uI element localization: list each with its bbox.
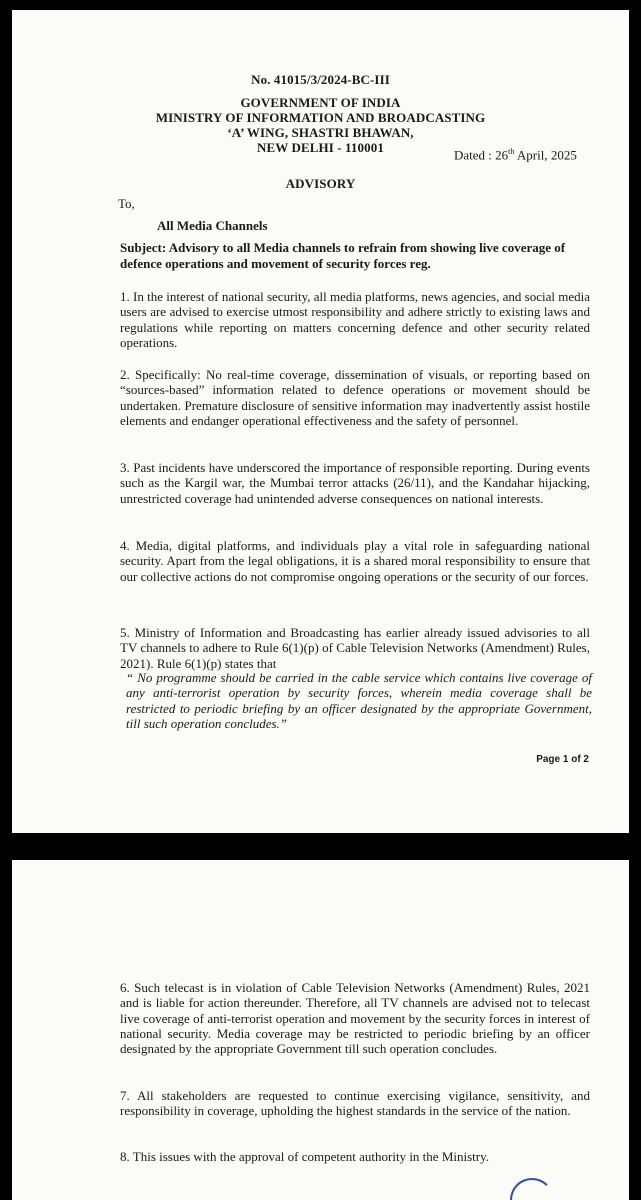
ministry-heading: MINISTRY OF INFORMATION AND BROADCASTING xyxy=(155,110,486,125)
paragraph-4: 4. Media, digital platforms, and individuals play a vital role in safeguarding national security. Apart from the legal obligations, it is a shared moral responsibility to ensure that our collective actions do not compromise ongoing operations or the security of our forces. xyxy=(120,538,590,584)
paragraph-3: 3. Past incidents have underscored the importance of responsible reporting. During events such as the Kargil war, the Mumbai terror attacks (26/11), and the Kandahar hijacking, unrestricted coverage had unintended adverse consequences on national interests. xyxy=(120,460,590,506)
government-heading: GOVERNMENT OF INDIA xyxy=(240,95,401,110)
advisory-title: ADVISORY xyxy=(285,176,356,191)
paragraph-5: 5. Ministry of Information and Broadcasting has earlier already issued advisories to all TV channels to adhere to Rule 6(1)(p) of Cable Television Networks (Amendment) Rules, 2021). Rule 6(1)(p) states that xyxy=(120,625,590,671)
paragraph-8: 8. This issues with the approval of competent authority in the Ministry. xyxy=(120,1149,490,1164)
page-number: Page 1 of 2 xyxy=(536,754,589,765)
date-superscript: th xyxy=(508,147,515,156)
paragraph-7: 7. All stakeholders are requested to continue exercising vigilance, sensitivity, and responsibility in coverage, upholding the highest standards in the service of the nation. xyxy=(120,1088,590,1119)
subject-line: Subject: Advisory to all Media channels to refrain from showing live coverage of defence operations and movement of security forces reg. xyxy=(120,240,566,271)
recipient: All Media Channels xyxy=(157,218,268,233)
paragraph-1: 1. In the interest of national security, all media platforms, news agencies, and social media users are advised to exercise utmost responsibility and adhere strictly to existing laws and regulations while reporting on matters concerning defence and other security related operations. xyxy=(120,289,590,350)
to-line: To, xyxy=(118,196,135,211)
document-page-2 xyxy=(12,860,629,1200)
address-city: NEW DELHI - 110001 xyxy=(257,140,384,155)
document-page-1 xyxy=(12,10,629,833)
date-line xyxy=(454,147,577,163)
official-stamp-edge xyxy=(510,1178,554,1200)
rule-quote: “ No programme should be carried in the cable service which contains live coverage of any anti-terrorist operation by security forces, wherein media coverage shall be restricted to periodic briefing by an officer designated by the appropriate Government, till such operation concludes.” xyxy=(126,670,592,731)
reference-number: No. 41015/3/2024-BC-III xyxy=(251,72,390,87)
date-suffix: April, 2025 xyxy=(514,147,577,163)
date-prefix: Dated : 26 xyxy=(454,147,509,163)
paragraph-2: 2. Specifically: No real-time coverage, dissemination of visuals, or reporting based on “sources-based” information related to defence operations or movement should be undertaken. Premature disclosure of sensitive information may inadvertently assist hostile elements and endanger operational effectiveness and the safety of personnel. xyxy=(120,367,590,428)
paragraph-6: 6. Such telecast is in violation of Cable Television Networks (Amendment) Rules, 2021 and is liable for action thereunder. Therefore, all TV channels are advised not to telecast live coverage of anti-terrorist operation and movement by the security forces in interest of national security. Media coverage may be restricted to periodic briefing by an officer designated by the appropriate Government till such operation concludes. xyxy=(120,980,590,1057)
address-wing: ‘A’ WING, SHASTRI BHAWAN, xyxy=(227,125,414,140)
